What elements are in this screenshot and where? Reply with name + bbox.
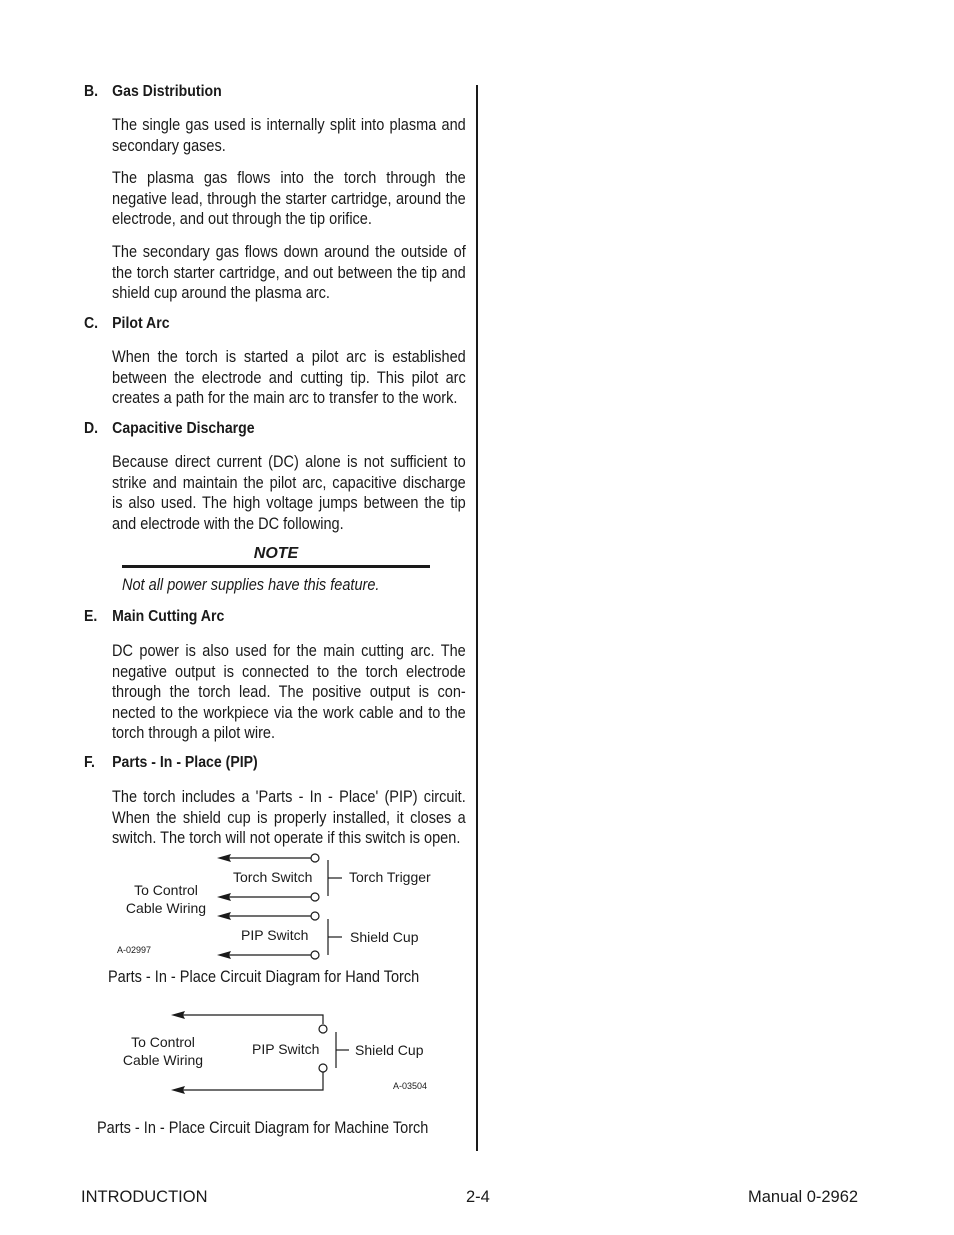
footer-manual-number: Manual 0-2962 xyxy=(748,1188,859,1206)
to-control-label-line1: To Control xyxy=(134,882,198,898)
section-f-paragraph-1: The torch includes a 'Parts - In - Place' (PIP) circuit. When the shield cup is properly installed, it closes a switch. The torch will not operate if this switch is open. xyxy=(112,788,466,847)
shield-cup-label: Shield Cup xyxy=(350,929,419,945)
torch-trigger-label: Torch Trigger xyxy=(349,869,431,885)
to-control-label-line2: Cable Wiring xyxy=(125,900,207,916)
pip-switch-lower-wire xyxy=(180,1072,323,1090)
section-d-paragraph-1: Because direct current (DC) alone is not sufficient to strike and maintain the pilot arc, capacitive discharge is also used. The high voltage jumps between the tip and electrode with the DC following. xyxy=(112,453,466,533)
arrowhead xyxy=(171,1011,185,1019)
section-b-heading: B. Gas Distribution xyxy=(84,83,222,100)
section-b-paragraph-2: The plasma gas flows into the torch through the negative lead, through the starter cartridge, around the electrode, and out through the tip orifice. xyxy=(112,169,466,228)
note-text: Not all power supplies have this feature. xyxy=(122,576,380,594)
footer-section-name: INTRODUCTION xyxy=(81,1188,208,1206)
arrowhead xyxy=(171,1086,185,1094)
section-e-paragraph-1: DC power is also used for the main cutting arc. The negative output is connected to the torch electrode through the torch lead. The positive output is con-nected to the workpiece via the work cable and to the torch through a pilot wire. xyxy=(112,642,466,742)
shield-cup-label: Shield Cup xyxy=(355,1042,424,1058)
pip-switch-label: PIP Switch xyxy=(241,927,309,943)
section-e-heading: E. Main Cutting Arc xyxy=(84,608,225,625)
to-control-label-line2: Cable Wiring xyxy=(122,1052,204,1068)
note-title: NOTE xyxy=(253,545,299,562)
section-c-paragraph-1: When the torch is started a pilot arc is established between the electrode and cutting tip. This pilot arc creates a path for the main arc to transfer to the work. xyxy=(112,348,466,407)
hand-torch-diagram-caption: Parts - In - Place Circuit Diagram for Hand Torch xyxy=(108,968,420,986)
section-b-paragraph-3: The secondary gas flows down around the outside of the torch starter cartridge, and out between the tip and shield cup around the plasma arc. xyxy=(112,243,466,302)
section-d-heading: D. Capacitive Discharge xyxy=(84,420,255,437)
to-control-label-line1: To Control xyxy=(131,1034,195,1050)
pip-switch-label: PIP Switch xyxy=(252,1041,320,1057)
footer-page-number: 2-4 xyxy=(466,1188,490,1206)
terminal-circle xyxy=(319,1025,327,1033)
section-b-paragraph-1: The single gas used is internally split into plasma and secondary gases. xyxy=(112,116,466,155)
torch-switch-label: Torch Switch xyxy=(233,869,313,885)
figure-reference: A-03504 xyxy=(393,1081,428,1091)
machine-torch-diagram-caption: Parts - In - Place Circuit Diagram for Machine Torch xyxy=(97,1119,429,1137)
figure-reference: A-02997 xyxy=(117,945,152,955)
section-c-heading: C. Pilot Arc xyxy=(84,315,170,332)
pip-switch-upper-wire xyxy=(180,1015,323,1024)
section-f-heading: F. Parts - In - Place (PIP) xyxy=(84,754,258,771)
terminal-circle xyxy=(319,1064,327,1072)
